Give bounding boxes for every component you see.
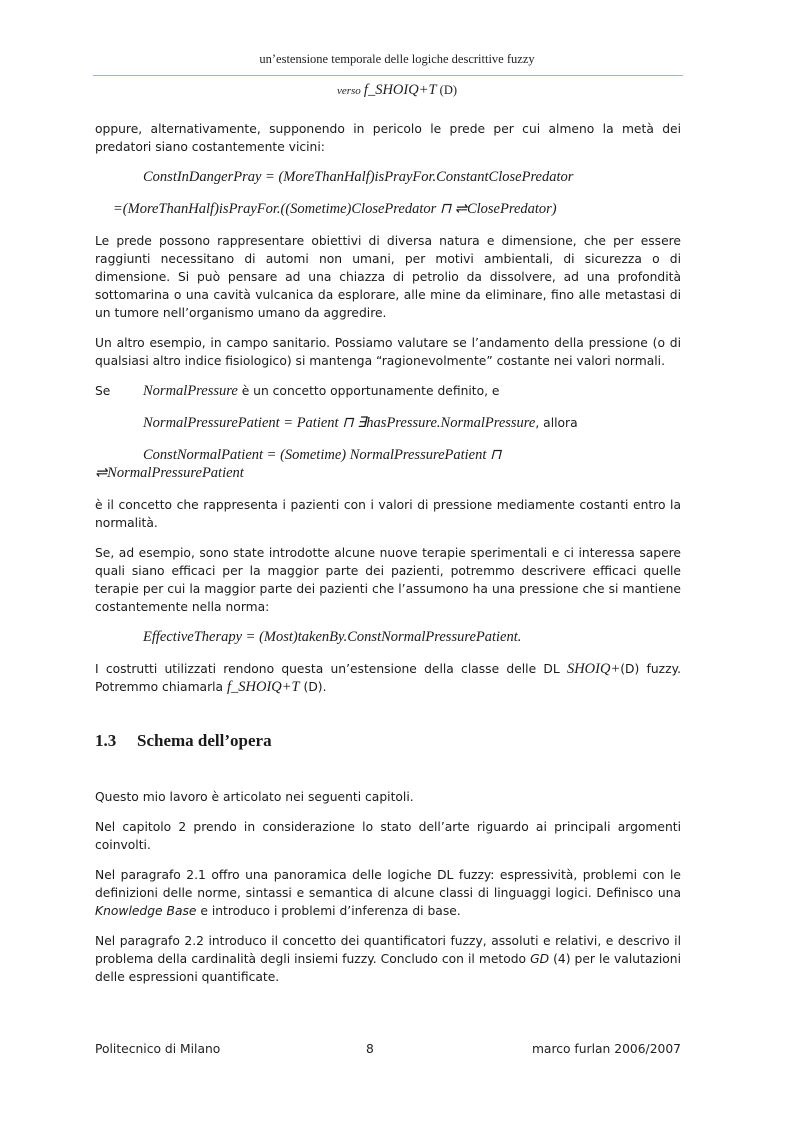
formula-const-normal-patient-a: ConstNormalPatient = (Sometime) NormalPressurePatient ⊓ — [143, 447, 502, 463]
running-header-title: un’estensione temporale delle logiche descrittive fuzzy — [259, 52, 535, 66]
gd-term: GD — [530, 952, 550, 966]
header-rule — [93, 75, 683, 76]
formula-const-in-danger: ConstInDangerPray = (MoreThanHalf)isPrayFor.ConstantClosePredator — [143, 169, 574, 185]
paragraph-7: Questo mio lavoro è articolato nei seguenti capitoli. — [95, 790, 414, 804]
paragraph-1: oppure, alternativamente, supponendo in pericolo le prede per cui almeno la metà dei predatori siano costantemente vicini: — [95, 122, 681, 154]
section-heading — [95, 732, 681, 750]
paragraph-5: Se, ad esempio, sono state introdotte alcune nuove terapie sperimentali e ci interessa sapere quali siano efficaci per la maggior parte dei pazienti, potremmo descrivere efficaci quelle terapie per cui la maggior parte dei pazienti che l’assumono ha una pressione che si mantiene costantemente nella norma: — [95, 546, 681, 614]
page-number: 8 — [366, 1042, 374, 1056]
paragraph-2: Le prede possono rappresentare obiettivi di diversa natura e dimensione, che per essere raggiunti necessitano di automi non umani, per motivi ambientali, di sicurezza o di dimensione. Si può pensare ad una chiazza di petrolio da dissolvere, ad una profondità sottomarina o una cavità vulcanica da esplorare, alle mine da eliminare, fino alle metastasi di un tumore nell’organismo umano da aggredire. — [95, 234, 681, 320]
header-logic-name: f_SHOIQ+T — [363, 82, 437, 98]
footer-institution: Politecnico di Milano — [95, 1042, 221, 1056]
paragraph-4: è il concetto che rappresenta i pazienti con i valori di pressione mediamente costanti entro la normalità. — [95, 498, 681, 530]
running-header-subtitle — [0, 82, 794, 99]
definition-line — [95, 382, 681, 400]
footer-author: marco furlan 2006/2007 — [531, 1042, 681, 1056]
section-number: 1.3 — [95, 731, 117, 750]
formula-3: NormalPressurePatient = Patient ⊓ ∃hasPressure.NormalPressure — [143, 415, 536, 431]
section-title: Schema dell’opera — [137, 731, 272, 750]
formula-const-in-danger-expanded: =(MoreThanHalf)isPrayFor.((Sometime)ClosePredator ⊓ ⇌ClosePredator) — [113, 201, 557, 217]
header-verso: verso — [336, 85, 361, 97]
se-text: è un concetto opportunamente definito, e — [237, 384, 500, 398]
se-label: Se — [95, 384, 111, 398]
knowledge-base-term: Knowledge Base — [95, 904, 197, 918]
formula-effective-therapy: EffectiveTherapy = (Most)takenBy.ConstNormalPressurePatient. — [143, 629, 522, 645]
logic-name-f-shoiq-t: f_SHOIQ+T — [227, 679, 300, 695]
formula-const-normal-patient-b: ⇌NormalPressurePatient — [95, 465, 244, 481]
formula-normal-pressure-patient — [95, 414, 681, 432]
logic-name-shoiq: SHOIQ+ — [566, 661, 621, 677]
normal-pressure-term: NormalPressure — [143, 383, 238, 399]
paragraph-3: Un altro esempio, in campo sanitario. Possiamo valutare se l’andamento della pressione (o di qualsiasi altro indice fisiologico) si mantenga “ragionevolmente” costante nei valori normali. — [95, 336, 681, 368]
body-text — [95, 120, 681, 998]
header-logic-suffix: (D) — [439, 83, 458, 97]
paragraph-10: Nel paragrafo 2.2 introduco il concetto dei quantificatori fuzzy, assoluti e relativi, e descrivo il problema della cardinalità degli insiemi fuzzy. Concludo con il metodo GD (4) per le valutazioni delle espressioni quantificate. — [95, 934, 682, 984]
paragraph-9: Nel paragrafo 2.1 offro una panoramica delle logiche DL fuzzy: espressività, problemi con le definizioni delle norme, sintassi e semantica di alcune classi di linguaggi logici. Definisco una Knowledge Base e introduco i problemi d’inferenza di base. — [95, 868, 681, 918]
formula-3-suffix: , allora — [535, 416, 578, 430]
paragraph-8: Nel capitolo 2 prendo in considerazione lo stato dell’arte riguardo ai principali argomenti coinvolti. — [95, 820, 681, 852]
paragraph-6: I costrutti utilizzati rendono questa un’estensione della classe delle DL SHOIQ+(D) fuzzy. Potremmo chiamarla f_SHOIQ+T (D). — [95, 661, 681, 695]
